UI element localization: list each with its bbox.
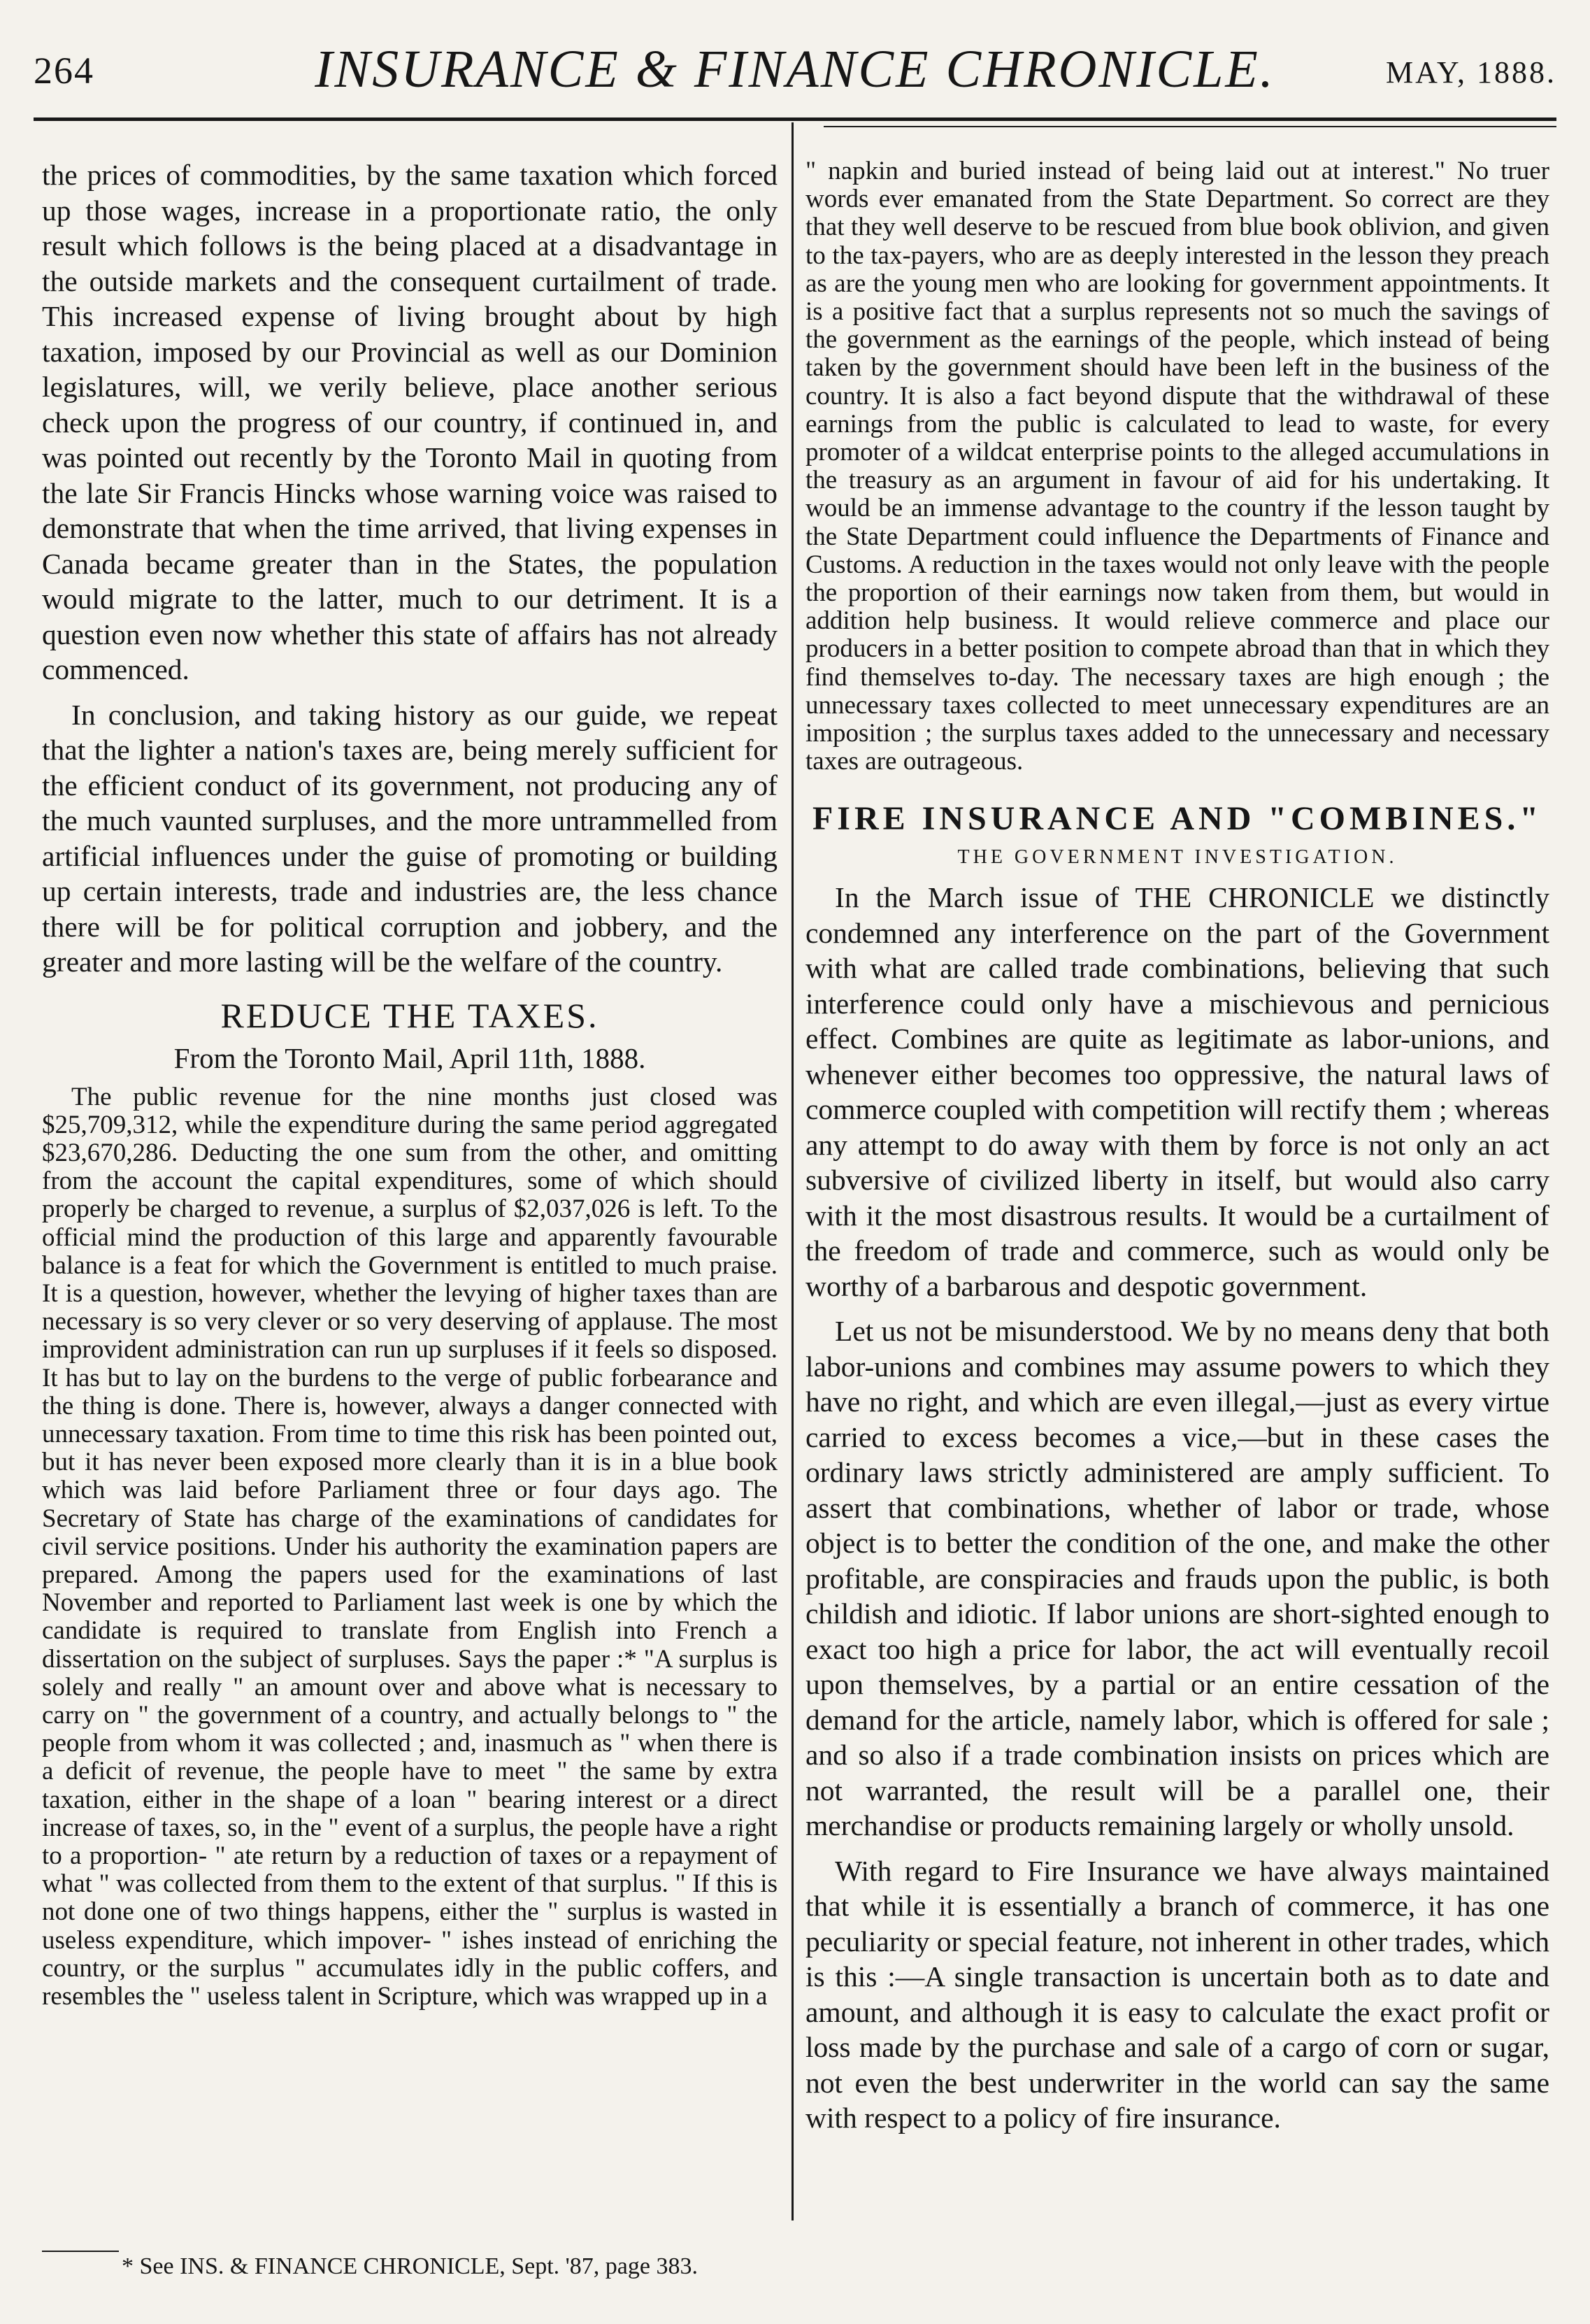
issue-date: MAY, 1888. — [1386, 55, 1556, 90]
fire-insurance-subheading: THE GOVERNMENT INVESTIGATION. — [957, 846, 1398, 869]
footnote: * See INS. & FINANCE CHRONICLE, Sept. '87, page 383. — [122, 2253, 698, 2279]
conclusion-paragraph: In conclusion, and taking history as our guide, we repeat that the lighter a nation's taxes are, being merely sufficient for the efficient conduct of its government, not producing any of the much vaunted surpluses, and the more untrammelled from artificial influences under the guise of promoting or building up certain interests, trade and industries are, the less chance there will be for political corruption and jobbery, and the greater and more lasting will be the welfare of the country. — [42, 698, 778, 978]
footnote-rule — [42, 2251, 119, 2252]
reduce-taxes-source: From the Toronto Mail, April 11th, 1888. — [173, 1041, 646, 1074]
reduce-taxes-body-continued: " napkin and buried instead of being laid out at interest." No truer words ever emanated from the State Department. So correct are they that they well deserve to be rescued from blue book oblivion, and given to the tax-payers, who are as deeply interested in the lesson they preach as are the young men who are looking for government appointments. It is a positive fact that a surplus represents not so much the savings of the government as the earnings of the people, which instead of being taken by the government should have been left in the business of the country. It is also a fact beyond dispute that the withdrawal of these earnings from the public is calculated to lead to waste, for every promoter of a wildcat enterprise points to the alleged accumulations in the treasury as an argument in favour of aid for his undertaking. It would be an immense advantage to the country if the lesson taught by the State Department could influence the Departments of Finance and Customs. A reduction in the taxes would not only leave with the people the proportion of their earnings now taken from them, but would in addition help business. It would relieve commerce and place our producers in a better position to compete abroad than that in which they find themselves to-day. The necessary taxes are high enough ; the unnecessary taxes collected to meet unnecessary expenditures are an imposition ; the surplus taxes added to the unnecessary and necessary taxes are outrageous. — [805, 157, 1549, 776]
page-header — [34, 13, 1556, 117]
fire-insurance-heading: FIRE INSURANCE AND "COMBINES." — [812, 800, 1543, 838]
header-rule-secondary — [824, 126, 1556, 127]
fire-insurance-paragraph-3: With regard to Fire Insurance we have always maintained that while it is essentially a branch of commerce, it has one peculiarity or special feature, not inherent in other trades, which is this :—A single transaction is uncertain both as to date and amount, and although it is easy to calculate the exact profit or loss made by the purchase and sale of a cargo of corn or sugar, not even the best underwriter in the world can say the same with respect to a policy of fire insurance. — [805, 1854, 1549, 2134]
right-column — [805, 157, 1549, 2136]
reduce-taxes-heading: REDUCE THE TAXES. — [220, 995, 599, 1035]
fire-insurance-paragraph-1: In the March issue of THE CHRONICLE we distinctly condemned any interference on the part of the Government with what are called trade combinations, believing that such interference could only have a mischievous and pernicious effect. Combines are quite as legitimate as labor-unions, and whenever either becomes too oppressive, the natural laws of commerce coupled with competition will rectify them ; whereas any attempt to do away with them by force is not only an act subversive of civilized liberty in itself, but would also carry with it the most disastrous results. It would be a curtailment of the freedom of trade and commerce, such as would only be worthy of a barbarous and despotic government. — [805, 881, 1549, 1302]
header-rule — [34, 117, 1556, 121]
masthead-title: INSURANCE & FINANCE CHRONICLE. — [315, 40, 1275, 99]
column-divider — [792, 122, 794, 2220]
page-number: 264 — [34, 50, 94, 92]
left-column — [42, 157, 778, 2011]
taxation-paragraph-continued: the prices of commodities, by the same taxation which forced up those wages, increase in a proportionate ratio, the only result which follows is the being placed at a disadvantage in the outside markets and the consequent curtailment of trade. This increased expense of living brought about by high taxation, imposed by our Provincial as well as our Dominion legislatures, will, we verily believe, place another serious check upon the progress of our country, if continued in, and was pointed out recently by the Toronto Mail in quoting from the late Sir Francis Hincks whose warning voice was raised to demonstrate that when the time arrived, that living expenses in Canada became greater than in the States, the population would migrate to the latter, much to our detriment. It is a question even now whether this state of affairs has not already commenced. — [42, 159, 778, 685]
reduce-taxes-body: The public revenue for the nine months just closed was $25,709,312, while the expenditure during the same period aggregated $23,670,286. Deducting the one sum from the other, and omitting from the account the capital expenditures, some of which should properly be charged to revenue, a surplus of $2,037,026 is left. To the official mind the production of this large and apparently favourable balance is a feat for which the Government is entitled to much praise. It is a question, however, whether the levying of higher taxes than are necessary is so very clever or so very deserving of applause. The most improvident administration can run up surpluses if it feels so disposed. It has but to lay on the burdens to the verge of public forbearance and the thing is done. There is, however, always a danger connected with unnecessary taxation. From time to time this risk has been pointed out, but it has never been exposed more clearly than it is in a blue book which was laid before Parliament three or four days ago. The Secretary of State has charge of the examinations of candidates for civil service positions. Under his authority the examination papers are prepared. Among the papers used for the examinations of last November and reported to Parliament last week is one by which the candidate is required to translate from English into French a dissertation on the subject of surpluses. Says the paper :* "A surplus is solely and really " an amount over and above what is necessary to carry on " the government of a country, and actually belongs to " the people from whom it was collected ; and, inasmuch as " when there is a deficit of revenue, the people have to meet " the same by extra taxation, either in the shape of a loan " bearing interest or a direct increase of taxes, so, in the " event of a surplus, the people have a right to a proportion- " ate return by a reduction of taxes or a repayment of what " was collected from them to the extent of that surplus. " If this is not done one of two things happens, either the " surplus is wasted in useless expenditure, which impover- " ishes instead of enriching the country, or the surplus " accumulates idly in the public coffers, and resembles the " useless talent in Scripture, which was wrapped up in a — [42, 1082, 778, 2011]
fire-insurance-paragraph-2: Let us not be misunderstood. We by no means deny that both labor-unions and combines may assume powers to which they have no right, and which are even illegal,—just as every virtue carried to excess becomes a vice,—but in these cases the ordinary laws strictly administered are amply sufficient. To assert that combinations, whether of labor or trade, whose object is to better the condition of the one, and make the other profitable, are conspiracies and frauds upon the public, is both childish and idiotic. If labor unions are short-sighted enough to exact too high a price for labor, the act will eventually recoil upon themselves, by a partial or an entire cessation of the demand for the article, namely labor, which is offered for sale ; and so also if a trade combination insists on prices which are not warranted, the result will be a parallel one, their merchandise or products remaining largely or wholly unsold. — [805, 1315, 1549, 1842]
